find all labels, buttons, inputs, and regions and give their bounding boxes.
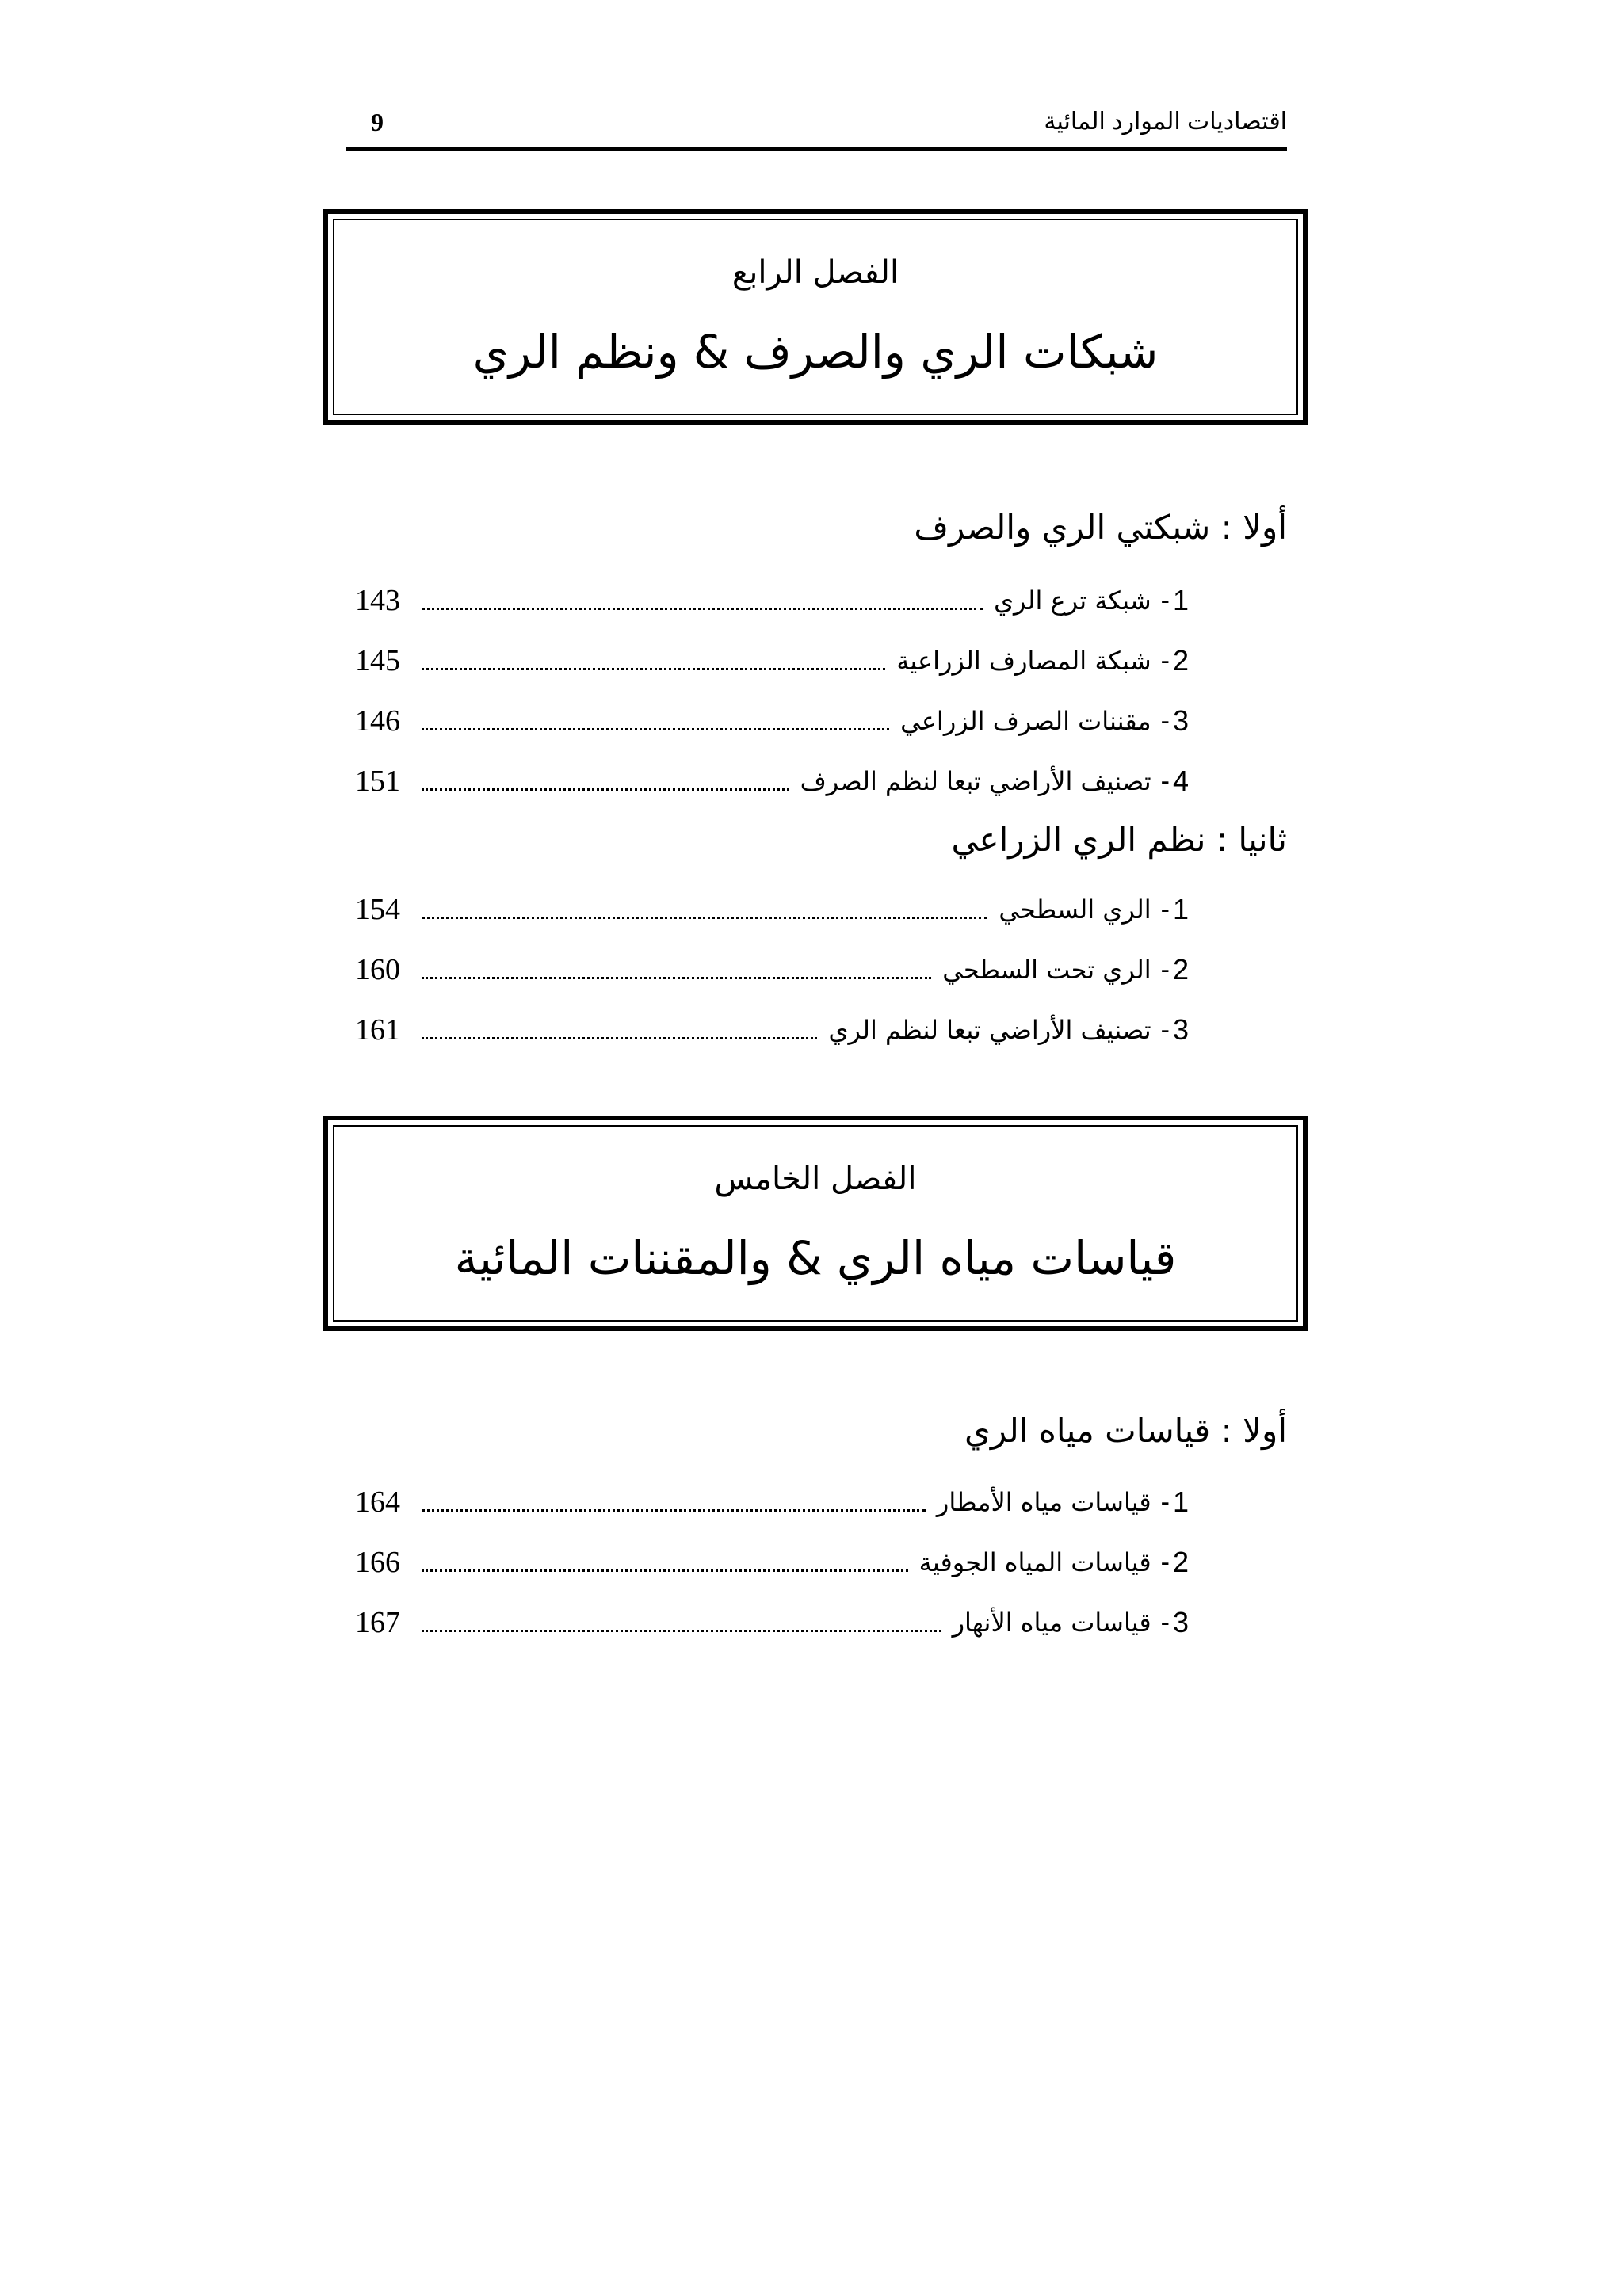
chapter-box-inner bbox=[333, 1125, 1298, 1322]
dot-leader bbox=[422, 1509, 926, 1512]
entry-page: 146 bbox=[355, 704, 400, 738]
running-title: اقتصاديات الموارد المائية bbox=[1044, 109, 1287, 135]
chapter-box-5 bbox=[323, 1116, 1308, 1331]
running-header bbox=[342, 98, 1287, 152]
toc-entry[interactable] bbox=[355, 1472, 1189, 1532]
entry-label: قياسات المياه الجوفية bbox=[918, 1547, 1151, 1577]
toc-list bbox=[355, 570, 1189, 811]
dot-leader bbox=[422, 608, 983, 610]
entry-dash: - bbox=[1160, 954, 1170, 985]
toc-entry[interactable] bbox=[355, 879, 1189, 940]
entry-label: تصنيف الأراضي تبعا لنظم الصرف bbox=[800, 766, 1151, 796]
chapter-box-4 bbox=[323, 209, 1308, 425]
entry-label: قياسات مياه الأمطار bbox=[936, 1487, 1151, 1517]
entry-number: 3 bbox=[1172, 704, 1189, 737]
toc-entry[interactable] bbox=[355, 1532, 1189, 1592]
chapter-box-inner bbox=[333, 219, 1298, 415]
entry-page: 160 bbox=[355, 953, 400, 986]
toc-list bbox=[355, 879, 1189, 1060]
entry-page: 145 bbox=[355, 644, 400, 677]
entry-dash: - bbox=[1160, 765, 1170, 796]
entry-page: 164 bbox=[355, 1486, 400, 1519]
entry-label: الري السطحي bbox=[999, 894, 1151, 925]
entry-page: 154 bbox=[355, 893, 400, 926]
entry-number: 3 bbox=[1172, 1013, 1189, 1046]
entry-label: شبكة المصارف الزراعية bbox=[896, 646, 1151, 676]
chapter-title: قياسات مياه الري & والمقننات المائية bbox=[454, 1231, 1177, 1285]
entry-dash: - bbox=[1160, 705, 1170, 736]
entry-number: 4 bbox=[1172, 765, 1189, 797]
entry-number: 1 bbox=[1172, 1486, 1189, 1518]
toc-entry[interactable] bbox=[355, 570, 1189, 631]
dot-leader bbox=[422, 977, 931, 979]
entry-number: 2 bbox=[1172, 1546, 1189, 1578]
entry-page: 167 bbox=[355, 1606, 400, 1639]
dot-leader bbox=[422, 1569, 908, 1572]
dot-leader bbox=[422, 788, 789, 791]
entry-page: 151 bbox=[355, 765, 400, 798]
page-number: 9 bbox=[371, 108, 384, 136]
entry-dash: - bbox=[1160, 1014, 1170, 1045]
entry-dash: - bbox=[1160, 894, 1170, 925]
section-heading: أولا : قياسات مياه الري bbox=[964, 1411, 1287, 1450]
entry-page: 166 bbox=[355, 1546, 400, 1579]
header-rule bbox=[346, 147, 1287, 151]
entry-dash: - bbox=[1160, 645, 1170, 676]
entry-number: 2 bbox=[1172, 953, 1189, 986]
entry-label: شبكة ترع الري bbox=[994, 585, 1151, 616]
entry-dash: - bbox=[1160, 1547, 1170, 1577]
entry-number: 1 bbox=[1172, 893, 1189, 925]
dot-leader bbox=[422, 1630, 941, 1632]
chapter-title: شبكات الري والصرف & ونظم الري bbox=[472, 325, 1159, 379]
dot-leader bbox=[422, 728, 889, 730]
toc-list bbox=[355, 1472, 1189, 1653]
entry-page: 161 bbox=[355, 1013, 400, 1047]
toc-entry[interactable] bbox=[355, 691, 1189, 751]
dot-leader bbox=[422, 917, 987, 919]
entry-page: 143 bbox=[355, 584, 400, 617]
chapter-label: الفصل الخامس bbox=[714, 1161, 917, 1197]
entry-number: 2 bbox=[1172, 644, 1189, 677]
entry-label: الري تحت السطحي bbox=[942, 955, 1151, 985]
toc-entry[interactable] bbox=[355, 1592, 1189, 1653]
toc-entry[interactable] bbox=[355, 631, 1189, 691]
entry-number: 3 bbox=[1172, 1606, 1189, 1638]
entry-number: 1 bbox=[1172, 584, 1189, 616]
entry-label: مقننات الصرف الزراعي bbox=[900, 706, 1151, 736]
entry-label: قياسات مياه الأنهار bbox=[952, 1608, 1151, 1638]
toc-entry[interactable] bbox=[355, 1000, 1189, 1060]
toc-entry[interactable] bbox=[355, 751, 1189, 811]
dot-leader bbox=[422, 668, 885, 670]
entry-dash: - bbox=[1160, 585, 1170, 616]
chapter-label: الفصل الرابع bbox=[731, 254, 899, 291]
dot-leader bbox=[422, 1037, 817, 1039]
entry-dash: - bbox=[1160, 1607, 1170, 1638]
section-heading: ثانيا : نظم الري الزراعي bbox=[951, 820, 1287, 859]
entry-dash: - bbox=[1160, 1486, 1170, 1517]
toc-entry[interactable] bbox=[355, 940, 1189, 1000]
section-heading: أولا : شبكتي الري والصرف bbox=[914, 508, 1287, 547]
entry-label: تصنيف الأراضي تبعا لنظم الري bbox=[828, 1015, 1151, 1045]
